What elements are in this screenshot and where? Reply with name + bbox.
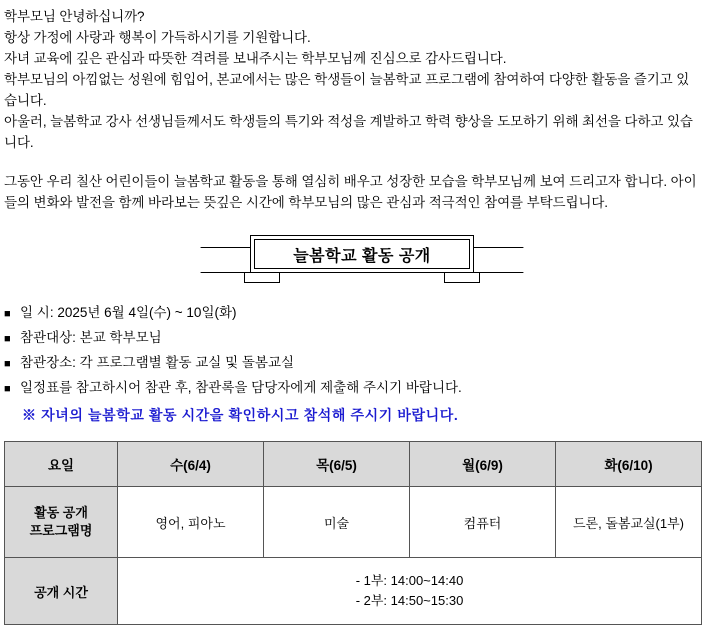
header-cell-thu: 목(6/5) <box>264 442 410 487</box>
detail-item-audience <box>4 326 702 351</box>
intro-line-4: 학부모님의 아낌없는 성원에 힘입어, 본교에서는 많은 학생들이 늘봄학교 프로그램에 참여하여 다양한 활동을 즐기고 있습니다. <box>4 72 690 108</box>
header-cell-day: 요일 <box>5 442 118 487</box>
bullet-icon: ■ <box>4 383 11 395</box>
intro-line-2: 항상 가정에 사랑과 행복이 가득하시기를 기원합니다. <box>4 30 311 45</box>
detail-item-date <box>4 301 702 326</box>
table-header-row <box>5 442 702 487</box>
bullet-icon: ■ <box>4 308 11 320</box>
time-line-1: - 1부: 14:00~14:40 <box>355 573 464 588</box>
row-label-program <box>5 487 118 558</box>
banner-area <box>4 233 702 293</box>
program-cell-wed: 영어, 피아노 <box>118 487 264 558</box>
intro-text <box>4 6 702 213</box>
time-line-2: - 2부: 14:50~15:30 <box>355 593 464 608</box>
banner-box <box>250 235 474 273</box>
detail-item-location <box>4 351 702 376</box>
detail-text: 일 시: 2025년 6월 4일(수) ~ 10일(화) <box>20 305 237 320</box>
detail-text: 참관대상: 본교 학부모님 <box>20 330 162 345</box>
detail-text: 일정표를 참고하시어 참관 후, 참관록을 담당자에게 제출해 주시기 바랍니다. <box>20 380 462 395</box>
program-cell-thu: 미술 <box>264 487 410 558</box>
ribbon-fold-right-icon <box>444 272 480 283</box>
header-cell-mon: 월(6/9) <box>410 442 556 487</box>
program-cell-tue: 드론, 돌봄교실(1부) <box>556 487 702 558</box>
program-cell-mon: 컴퓨터 <box>410 487 556 558</box>
ribbon-banner <box>200 235 524 283</box>
detail-item-submission <box>4 376 702 401</box>
row-label-time: 공개 시간 <box>5 558 118 625</box>
table-row-programs <box>5 487 702 558</box>
closing-paragraph: 그동안 우리 칠산 어린이들이 늘봄학교 활동을 통해 열심히 배우고 성장한 모습을 학부모님께 보여 드리고자 합니다. 아이들의 변화와 발전을 함께 바라보는 뜻깊은 시간에 학부모님의 많은 관심과 적극적인 참여를 부탁드립니다. <box>4 174 697 210</box>
header-cell-tue: 화(6/10) <box>556 442 702 487</box>
intro-line-5: 아울러, 늘봄학교 강사 선생님들께서도 학생들의 특기와 적성을 계발하고 학력 향상을 도모하기 위해 최선을 다하고 있습니다. <box>4 114 693 150</box>
detail-text: 참관장소: 각 프로그램별 활동 교실 및 돌봄교실 <box>20 355 295 370</box>
header-cell-wed: 수(6/4) <box>118 442 264 487</box>
table-row-times <box>5 558 702 625</box>
ribbon-fold-left-icon <box>244 272 280 283</box>
details-list <box>4 301 702 427</box>
row-label-program-line1: 활동 공개 <box>34 505 88 520</box>
notice-text: ※ 자녀의 늘봄학교 활동 시간을 확인하시고 참석해 주시기 바랍니다. <box>22 407 459 423</box>
time-cell <box>118 558 702 625</box>
bullet-icon: ■ <box>4 333 11 345</box>
row-label-program-line2: 프로그램명 <box>29 523 93 538</box>
bullet-icon: ■ <box>4 358 11 370</box>
schedule-table <box>4 441 702 625</box>
banner-title: 늘봄학교 활동 공개 <box>293 247 431 265</box>
intro-line-3: 자녀 교육에 깊은 관심과 따뜻한 격려를 보내주시는 학부모님께 진심으로 감사드립니다. <box>4 51 507 66</box>
intro-line-1: 학부모님 안녕하십니까? <box>4 9 145 24</box>
